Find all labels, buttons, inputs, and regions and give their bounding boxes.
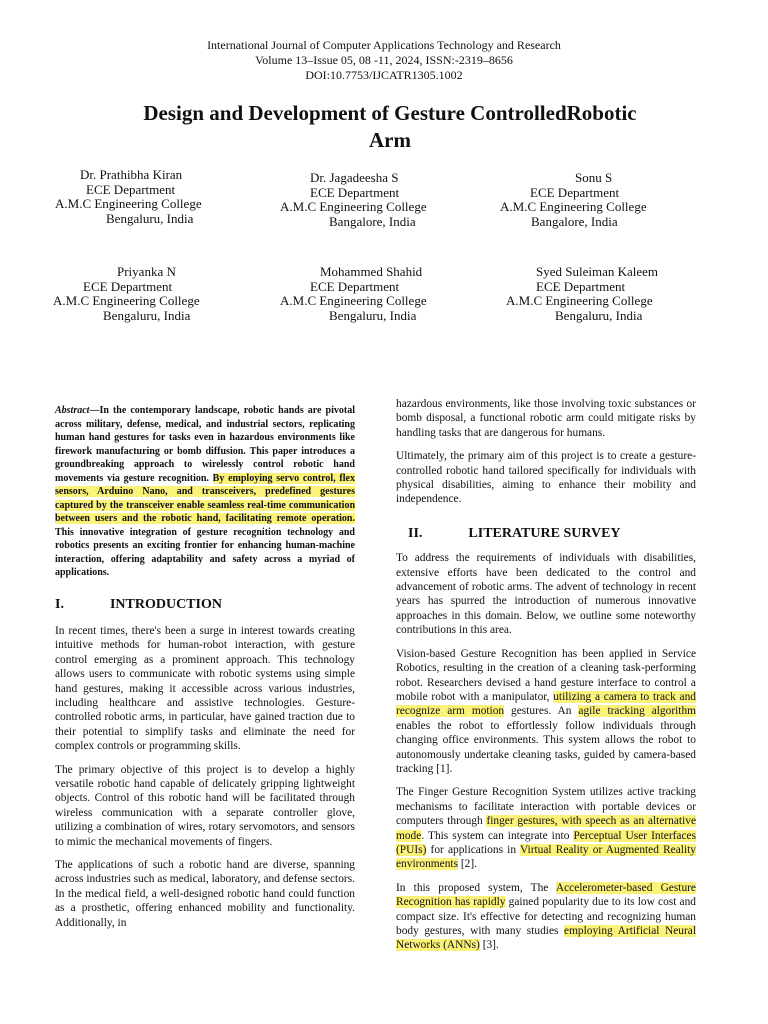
paragraph-text: The Finger Gesture Recognition System utilizes active tracking mechanisms to facilitate interaction with portable devices or computers through xyxy=(396,786,696,828)
paragraph: The applications of such a robotic hand are diverse, spanning across industries such as medical, laboratory, and defense sectors. In the medical field, a well-designed robotic hand could function as a prosthetic, offering enhanced mobility and functionality. Additionally, in xyxy=(55,859,355,929)
paragraph xyxy=(396,647,696,777)
journal-volume: Volume 13–Issue 05, 08 -11, 2024, ISSN:-2319–8656 xyxy=(255,53,513,67)
highlight: finger gestures, with speech as an alternative mode xyxy=(396,815,696,842)
author-college: A.M.C Engineering College xyxy=(55,196,202,211)
section-number: I. xyxy=(55,596,64,612)
paragraph-text: gained popularity due to its low cost and compact size. It's effective for detecting and recognizing human body gestures, with many studies xyxy=(396,896,696,937)
paragraph-text: gestures. An xyxy=(504,705,579,718)
paragraph-text: enables the robot to effortlessly follow individuals through changing office environments. This system allows the robot to autonomously undertake cleaning tasks, guided by camera-based tracking [1]. xyxy=(396,719,696,775)
author-block xyxy=(55,168,215,226)
paragraph xyxy=(396,785,696,871)
abstract-text-end: This innovative integration of gesture recognition technology and robotics presents an exciting frontier for enhancing human-machine interaction, offering adaptability and safety across a myriad of applications. xyxy=(55,526,355,578)
author-name: Sonu S xyxy=(575,170,613,185)
abstract xyxy=(55,404,355,580)
author-city: Bengaluru, India xyxy=(555,307,643,323)
author-city: Bangalore, India xyxy=(329,213,416,229)
author-name: Syed Suleiman Kaleem xyxy=(536,264,659,279)
author-city: Bangalore, India xyxy=(531,213,618,229)
author-city: Bengaluru, India xyxy=(106,210,194,226)
section-title: LITERATURE SURVEY xyxy=(468,525,621,541)
author-dept: ECE Department xyxy=(530,184,620,200)
paragraph-text: for applications in xyxy=(426,843,520,856)
author-name: Dr. Jagadeesha S xyxy=(310,170,399,185)
author-dept: ECE Department xyxy=(86,181,176,197)
left-column xyxy=(55,404,355,939)
author-block xyxy=(500,171,660,229)
right-column xyxy=(396,397,696,962)
paragraph: hazardous environments, like those involving toxic substances or bomb disposal, a functional robotic arm could mitigate risks by handling tasks that are dangerous for humans. xyxy=(396,398,696,439)
section-title: INTRODUCTION xyxy=(109,596,222,612)
abstract-highlight: By employing servo control, flex sensors, Arduino Nano, and transceivers, predefined gestures captured by the transceiver enable seamless real-time communication between users and the robotic hand, facilitating remote operation. xyxy=(55,472,355,524)
author-college: A.M.C Engineering College xyxy=(500,199,647,214)
author-college: A.M.C Engineering College xyxy=(506,293,653,308)
author-dept: ECE Department xyxy=(310,184,400,200)
author-dept: ECE Department xyxy=(83,278,173,294)
author-college: A.M.C Engineering College xyxy=(280,199,427,214)
paragraph: To address the requirements of individuals with disabilities, extensive efforts have been dedicated to the control and advancement of robotic arms. The advent of technology in recent years has spurred the introduction of numerous innovative approaches in this domain. Below, we outline some noteworthy contributions in this area. xyxy=(396,552,696,637)
journal-doi: DOI:10.7753/IJCATR1305.1002 xyxy=(305,68,463,82)
highlight: utilizing a camera to track and recognize arm motion xyxy=(396,690,696,718)
highlight: Accelerometer-based Gesture Recognition has rapidly xyxy=(396,881,696,909)
abstract-text: In the contemporary landscape, robotic hands are pivotal across military, defense, medical, and industrial sectors, replicating human hand gestures for tasks even in hazardous environments like firework manufacturing or bomb diffusion. This paper introduces a groundbreaking approach to wirelessly control robotic hand movements via gesture recognition. xyxy=(55,405,355,484)
abstract-label: Abstract xyxy=(55,405,90,416)
author-name: Mohammed Shahid xyxy=(320,264,423,279)
abstract-dash: — xyxy=(89,405,100,416)
journal-name: International Journal of Computer Applications Technology and Research xyxy=(207,38,561,52)
paragraph: The primary objective of this project is to develop a highly versatile robotic hand capable of delicately gripping lightweight objects. Control of this robotic hand will be facilitated through wireless communication with a separate controller glove, utilizing a combination of wires, rotary servomotors, and sensors to mimic the mechanical movements of fingers. xyxy=(55,763,355,848)
paragraph-text: [3]. xyxy=(479,939,499,952)
journal-header xyxy=(0,38,768,83)
author-city: Bengaluru, India xyxy=(329,307,417,323)
author-college: A.M.C Engineering College xyxy=(280,293,427,308)
paragraph-text: [2]. xyxy=(458,858,477,871)
author-block xyxy=(506,265,666,323)
author-block xyxy=(280,171,440,229)
highlight: agile tracking algorithm xyxy=(578,705,696,718)
literature-heading xyxy=(408,527,696,541)
paragraph-text: Vision-based Gesture Recognition has been applied in Service Robotics, resulting in the creation of a cleaning task-performing robot. Researchers devised a hand gesture interface to control a mobile robot with a manipulator, xyxy=(396,647,696,703)
author-college: A.M.C Engineering College xyxy=(53,293,200,308)
author-name: Dr. Prathibha Kiran xyxy=(80,167,183,182)
author-block xyxy=(53,265,213,323)
author-dept: ECE Department xyxy=(310,278,400,294)
author-block xyxy=(280,265,440,323)
highlight: employing Artificial Neural Networks (ANNs) xyxy=(396,925,696,952)
author-city: Bengaluru, India xyxy=(103,307,191,323)
author-dept: ECE Department xyxy=(536,278,626,294)
paragraph xyxy=(396,881,696,953)
paragraph: In recent times, there's been a surge in interest towards creating intuitive methods for human-robot interaction, with gesture control emerging as a prominent approach. This technology allows users to communicate with robotic systems using simple hand gestures, making it accessible across various industries, including healthcare and assistive technologies. Gesture-controlled robotic arms, in particular, have gained traction due to their potential to simplify tasks and eliminate the need for complex controls or programming skills. xyxy=(55,624,355,753)
section-number: II. xyxy=(408,525,423,541)
highlight: Perceptual User Interfaces (PUIs) xyxy=(396,829,697,856)
paragraph: Ultimately, the primary aim of this project is to create a gesture-controlled robotic hand tailored specifically for individuals with physical disabilities, aiming to enhance their mobility and independence. xyxy=(396,450,696,506)
author-name: Priyanka N xyxy=(117,264,176,279)
paragraph-text: In this proposed system, The xyxy=(396,881,556,894)
title-line-1: Design and Development of Gesture ControlledRobotic xyxy=(143,101,637,125)
intro-heading xyxy=(55,598,355,612)
highlight: Virtual Reality or Augmented Reality environments xyxy=(396,843,696,871)
paper-title xyxy=(110,100,670,154)
title-line-2: Arm xyxy=(369,128,411,152)
paragraph-text: . This system can integrate into xyxy=(421,829,574,842)
